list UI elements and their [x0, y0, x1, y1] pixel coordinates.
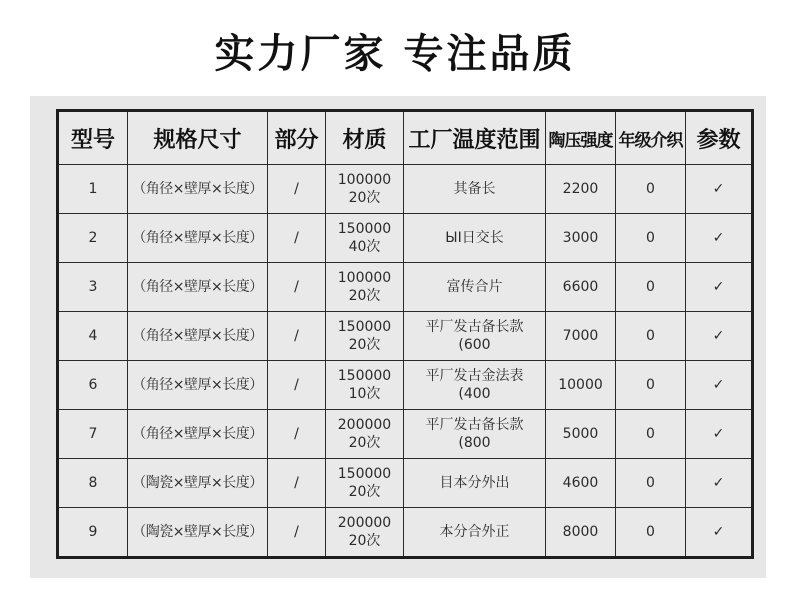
cell-strength: 10000	[546, 361, 616, 410]
cell-temperature-range-line: 目本分外出	[439, 475, 510, 491]
cell-material-line: 20次	[348, 190, 381, 206]
cell-temperature-range	[404, 508, 546, 558]
cell-model: 2	[58, 214, 128, 263]
cell-temperature-range-line: 平厂发古金法表	[425, 368, 524, 384]
cell-strength: 3000	[546, 214, 616, 263]
cell-size: （角径×壁厚×长度）	[128, 410, 268, 459]
cell-material-line: 150000	[337, 319, 392, 335]
cell-part: /	[268, 263, 326, 312]
cell-temperature-range	[404, 312, 546, 361]
cell-part: /	[268, 459, 326, 508]
check-icon: ✓	[686, 410, 753, 459]
cell-size: （角径×壁厚×长度）	[128, 165, 268, 214]
cell-material-line: 150000	[337, 368, 392, 384]
check-icon: ✓	[686, 263, 753, 312]
cell-material	[326, 361, 404, 410]
cell-material	[326, 508, 404, 558]
cell-material-line: 200000	[337, 515, 392, 531]
cell-strength: 5000	[546, 410, 616, 459]
cell-material-line: 20次	[348, 484, 381, 500]
cell-temperature-range-line: (600	[458, 337, 491, 353]
page-title: 实力厂家 专注品质	[214, 31, 576, 77]
cell-grade: 0	[616, 508, 686, 558]
cell-strength: 6600	[546, 263, 616, 312]
cell-temperature-range	[404, 263, 546, 312]
cell-size: （角径×壁厚×长度）	[128, 312, 268, 361]
cell-grade: 0	[616, 263, 686, 312]
table-row	[58, 361, 753, 410]
cell-model: 8	[58, 459, 128, 508]
cell-temperature-range-line: 富传合片	[446, 279, 503, 295]
cell-material-line: 40次	[348, 239, 381, 255]
cell-temperature-range	[404, 459, 546, 508]
cell-grade: 0	[616, 312, 686, 361]
cell-temperature-range-line: 本分合外正	[439, 524, 510, 540]
check-icon: ✓	[686, 508, 753, 558]
cell-temperature-range	[404, 165, 546, 214]
check-icon: ✓	[686, 214, 753, 263]
cell-model: 9	[58, 508, 128, 558]
cell-temperature-range-line: 平厂发古备长款	[425, 417, 524, 433]
cell-temperature-range-line: 平厂发古备长款	[425, 319, 524, 335]
cell-strength: 2200	[546, 165, 616, 214]
cell-strength: 8000	[546, 508, 616, 558]
cell-grade: 0	[616, 165, 686, 214]
cell-model: 6	[58, 361, 128, 410]
table-body	[58, 165, 753, 558]
cell-material	[326, 312, 404, 361]
cell-temperature-range-line: 其备长	[453, 181, 496, 197]
cell-part: /	[268, 508, 326, 558]
cell-material-line: 150000	[337, 221, 392, 237]
check-icon: ✓	[686, 312, 753, 361]
cell-material-line: 100000	[337, 270, 392, 286]
cell-part: /	[268, 361, 326, 410]
table-row	[58, 312, 753, 361]
cell-temperature-range-line: ЫI日交长	[445, 230, 504, 246]
cell-part: /	[268, 165, 326, 214]
cell-temperature-range-line: (400	[458, 386, 491, 402]
cell-material	[326, 410, 404, 459]
cell-temperature-range-line: (800	[458, 435, 491, 451]
cell-model: 4	[58, 312, 128, 361]
cell-part: /	[268, 312, 326, 361]
cell-size: （角径×壁厚×长度）	[128, 263, 268, 312]
table-row	[58, 508, 753, 558]
cell-grade: 0	[616, 214, 686, 263]
cell-size: （角径×壁厚×长度）	[128, 214, 268, 263]
cell-temperature-range	[404, 361, 546, 410]
table-row	[58, 410, 753, 459]
cell-material	[326, 214, 404, 263]
header-temperature-range: 工厂温度范围	[404, 111, 546, 165]
cell-material	[326, 459, 404, 508]
cell-temperature-range	[404, 214, 546, 263]
table-row	[58, 165, 753, 214]
cell-material	[326, 165, 404, 214]
header-grade: 年级介织	[616, 111, 686, 165]
cell-material-line: 20次	[348, 288, 381, 304]
table-row	[58, 214, 753, 263]
header-material: 材质	[326, 111, 404, 165]
table-row	[58, 459, 753, 508]
cell-material-line: 20次	[348, 337, 381, 353]
cell-material-line: 150000	[337, 466, 392, 482]
header-size: 规格尺寸	[128, 111, 268, 165]
cell-part: /	[268, 214, 326, 263]
cell-material-line: 10次	[348, 386, 381, 402]
cell-strength: 4600	[546, 459, 616, 508]
cell-strength: 7000	[546, 312, 616, 361]
spec-table	[56, 109, 754, 559]
cell-material-line: 20次	[348, 533, 381, 549]
cell-model: 1	[58, 165, 128, 214]
cell-grade: 0	[616, 459, 686, 508]
cell-grade: 0	[616, 410, 686, 459]
cell-size: （陶瓷×壁厚×长度）	[128, 459, 268, 508]
header-part: 部分	[268, 111, 326, 165]
cell-temperature-range	[404, 410, 546, 459]
cell-material-line: 20次	[348, 435, 381, 451]
cell-size: （角径×壁厚×长度）	[128, 361, 268, 410]
header-model: 型号	[58, 111, 128, 165]
header-param: 参数	[686, 111, 753, 165]
cell-grade: 0	[616, 361, 686, 410]
cell-model: 7	[58, 410, 128, 459]
cell-material	[326, 263, 404, 312]
check-icon: ✓	[686, 361, 753, 410]
cell-part: /	[268, 410, 326, 459]
check-icon: ✓	[686, 165, 753, 214]
header-strength: 陶压强度	[546, 111, 616, 165]
cell-material-line: 100000	[337, 172, 392, 188]
table-row	[58, 263, 753, 312]
cell-material-line: 200000	[337, 417, 392, 433]
cell-model: 3	[58, 263, 128, 312]
check-icon: ✓	[686, 459, 753, 508]
cell-size: （陶瓷×壁厚×长度）	[128, 508, 268, 558]
table-header-row	[58, 111, 753, 165]
